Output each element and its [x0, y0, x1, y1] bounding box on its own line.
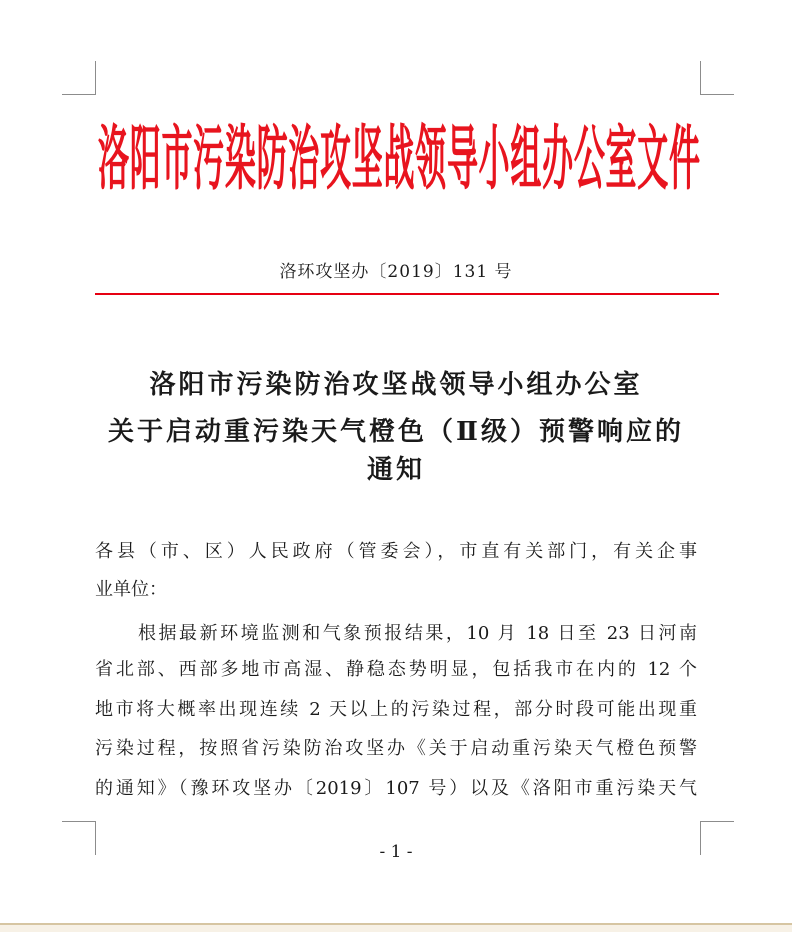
body-line: 省北部、西部多地市高湿、静稳态势明显，包括我市在内的 12 个 — [95, 659, 697, 680]
document-number: 洛环攻坚办〔2019〕131 号 — [279, 262, 513, 282]
red-separator-line — [95, 293, 719, 295]
page-number: - 1 - — [379, 842, 413, 862]
body-line: 地市将大概率出现连续 2 天以上的污染过程，部分时段可能出现重 — [95, 699, 697, 720]
body-line: 污染过程，按照省污染防治攻坚办《关于启动重污染天气橙色预警 — [95, 738, 697, 759]
crop-mark-bottom-right-h — [700, 821, 734, 822]
body-line: 的通知》（豫环攻坚办〔2019〕107 号）以及《洛阳市重污染天气 — [95, 778, 697, 799]
crop-mark-top-right-v — [700, 61, 701, 95]
crop-mark-top-left-h — [62, 94, 96, 95]
document-heading-line-3: 通知 — [366, 455, 425, 485]
crop-mark-top-left-v — [95, 61, 96, 95]
crop-mark-top-right-h — [700, 94, 734, 95]
document-heading-line-2: 关于启动重污染天气橙色（Ⅱ级）预警响应的 — [108, 417, 684, 447]
body-line: 根据最新环境监测和气象预报结果，10 月 18 日至 23 日河南 — [138, 623, 697, 644]
document-heading-line-1: 洛阳市污染防治攻坚战领导小组办公室 — [149, 370, 643, 400]
body-line: 各县（市、区）人民政府（管委会），市直有关部门，有关企事 — [95, 541, 697, 562]
red-header-title: 洛阳市污染防治攻坚战领导小组办公室文件 — [98, 119, 700, 201]
body-line: 业单位： — [95, 579, 167, 600]
bottom-border-line — [0, 923, 792, 925]
crop-mark-bottom-left-h — [62, 821, 96, 822]
